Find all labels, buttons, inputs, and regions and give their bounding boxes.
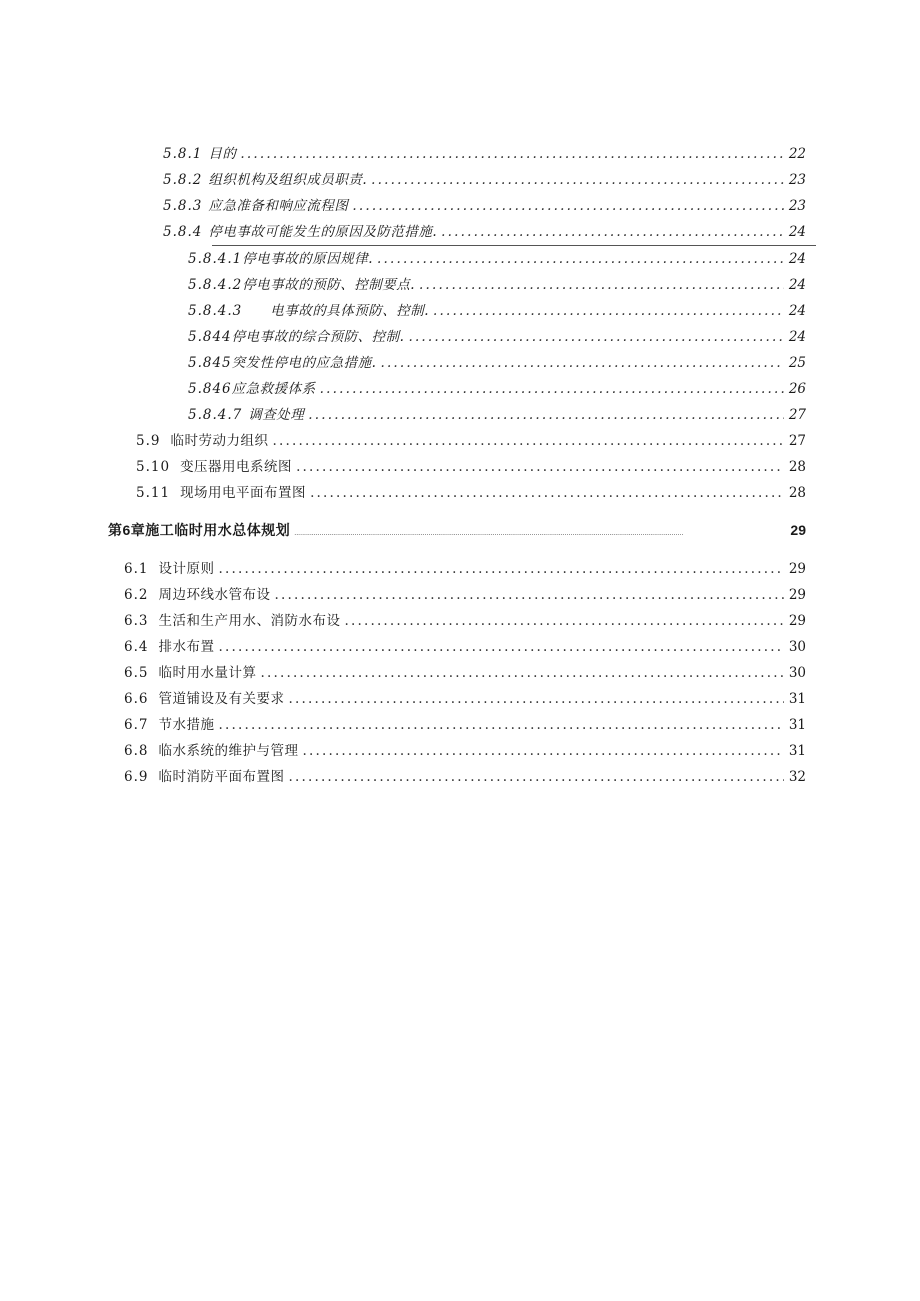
toc-entry-page: 26 (788, 381, 806, 397)
toc-entry-6-7[interactable] (124, 713, 806, 735)
toc-entry-number: 6.6 (124, 691, 149, 707)
dot-leader (294, 530, 784, 537)
toc-entry-page: 24 (788, 277, 806, 293)
dot-leader (240, 146, 784, 162)
toc-entry-number: 5.8.3 (163, 198, 203, 214)
toc-entry-page: 29 (788, 561, 806, 577)
toc-entry-title: 停电事故的预防、控制要点. (242, 277, 416, 293)
toc-entry-5-8-4-7[interactable] (188, 403, 806, 425)
dot-leader (441, 224, 784, 240)
toc-entry-page: 31 (788, 743, 806, 759)
toc-entry-page: 32 (788, 769, 806, 785)
toc-chapter-title: 第6章施工临时用水总体规划 (108, 522, 291, 538)
dot-leader (352, 198, 784, 214)
dot-leader (344, 613, 784, 629)
toc-entry-number: 5.8.4.7 (188, 407, 243, 423)
toc-entry-title: 停电事故可能发生的原因及防范措施. (208, 224, 438, 240)
toc-entry-6-8[interactable] (124, 739, 806, 761)
toc-entry-6-4[interactable] (124, 635, 806, 657)
toc-entry-number: 5.11 (136, 485, 171, 501)
toc-entry-6-6[interactable] (124, 687, 806, 709)
dot-leader (274, 587, 784, 603)
toc-entry-6-2[interactable] (124, 583, 806, 605)
dot-leader (260, 665, 784, 681)
dot-leader (218, 717, 784, 733)
toc-entry-title: 变压器用电系统图 (180, 459, 293, 475)
toc-entry-page: 23 (788, 198, 806, 214)
dot-leader (320, 381, 784, 397)
toc-entry-number: 6.8 (124, 743, 149, 759)
toc-entry-number: 5.845 (188, 355, 232, 371)
toc-entry-number: 5.8.4 (163, 224, 203, 240)
toc-entry-page: 22 (788, 146, 806, 162)
toc-entry-5-8-4-6[interactable] (188, 377, 806, 399)
toc-entry-page: 30 (788, 665, 806, 681)
toc-entry-number: 5.10 (136, 459, 171, 475)
toc-entry-5-8-4-3[interactable] (188, 299, 806, 321)
toc-entry-number: 5.9 (136, 433, 161, 449)
toc-entry-number: 5.8.4.2 (188, 277, 243, 293)
dot-leader (433, 303, 784, 319)
toc-entry-5-8-4-2[interactable] (188, 273, 806, 295)
toc-entry-title: 设计原则 (158, 561, 215, 577)
toc-entry-title: 电事故的具体预防、控制. (270, 303, 430, 319)
dot-leader (419, 277, 784, 293)
dot-leader (218, 561, 784, 577)
toc-entry-title: 排水布置 (158, 639, 215, 655)
toc-entry-title: 停电事故的原因规律. (242, 251, 374, 267)
section-divider (212, 245, 816, 246)
toc-entry-6-5[interactable] (124, 661, 806, 683)
dot-leader (377, 251, 784, 267)
dot-leader (408, 329, 784, 345)
toc-entry-5-8-2[interactable] (163, 168, 806, 190)
toc-entry-page: 29 (788, 587, 806, 603)
toc-entry-5-8-4-4[interactable] (188, 325, 806, 347)
toc-entry-page: 28 (788, 485, 806, 501)
toc-entry-title: 节水措施 (158, 717, 215, 733)
toc-entry-title: 周边环线水管布设 (158, 587, 271, 603)
toc-entry-title: 生活和生产用水、消防水布设 (158, 613, 341, 629)
toc-chapter-6[interactable] (108, 520, 806, 542)
toc-entry-page: 27 (788, 407, 806, 423)
toc-entry-number: 5.844 (188, 329, 232, 345)
dot-leader (371, 172, 784, 188)
toc-entry-5-8-3[interactable] (163, 194, 806, 216)
dot-leader (288, 691, 784, 707)
toc-entry-page: 24 (788, 224, 806, 240)
dot-leader (308, 407, 784, 423)
toc-entry-5-8-4[interactable] (163, 220, 806, 242)
toc-entry-title: 目的 (208, 146, 237, 162)
toc-entry-page: 29 (788, 613, 806, 629)
toc-entry-number: 6.3 (124, 613, 149, 629)
toc-entry-6-3[interactable] (124, 609, 806, 631)
dot-leader (272, 433, 784, 449)
toc-entry-6-1[interactable] (124, 557, 806, 579)
toc-entry-page: 30 (788, 639, 806, 655)
toc-entry-page: 24 (788, 329, 806, 345)
toc-entry-5-8-4-1[interactable] (188, 247, 806, 269)
toc-entry-number: 6.7 (124, 717, 149, 733)
toc-entry-number: 6.2 (124, 587, 149, 603)
toc-entry-title: 突发性停电的应急措施. (231, 355, 377, 371)
toc-entry-title: 现场用电平面布置图 (180, 485, 307, 501)
toc-entry-title: 应急准备和响应流程图 (208, 198, 349, 214)
toc-entry-title: 临时消防平面布置图 (158, 769, 285, 785)
toc-chapter-page: 29 (790, 522, 806, 538)
toc-entry-page: 25 (788, 355, 806, 371)
toc-entry-title: 临时劳动力组织 (170, 433, 269, 449)
toc-entry-page: 31 (788, 717, 806, 733)
toc-entry-page: 31 (788, 691, 806, 707)
toc-entry-page: 24 (788, 251, 806, 267)
toc-entry-number: 6.9 (124, 769, 149, 785)
toc-entry-5-8-4-5[interactable] (188, 351, 806, 373)
dot-leader (380, 355, 784, 371)
toc-entry-title: 停电事故的综合预防、控制. (231, 329, 405, 345)
toc-entry-5-11[interactable] (136, 481, 806, 503)
dot-leader (218, 639, 784, 655)
toc-entry-number: 5.8.2 (163, 172, 203, 188)
dot-leader (310, 485, 784, 501)
toc-entry-page: 23 (788, 172, 806, 188)
toc-entry-page: 28 (788, 459, 806, 475)
dot-leader (288, 769, 784, 785)
toc-entry-6-9[interactable] (124, 765, 806, 787)
toc-entry-page: 24 (788, 303, 806, 319)
toc-entry-title: 临水系统的维护与管理 (158, 743, 299, 759)
toc-entry-number: 6.1 (124, 561, 149, 577)
toc-entry-number: 6.4 (124, 639, 149, 655)
toc-entry-title: 临时用水量计算 (158, 665, 257, 681)
toc-entry-number: 5.8.1 (163, 146, 203, 162)
toc-entry-5-8-1[interactable] (163, 142, 806, 164)
toc-entry-5-9[interactable] (136, 429, 806, 451)
toc-entry-5-10[interactable] (136, 455, 806, 477)
toc-entry-number: 5.8.4.3 (188, 303, 243, 319)
toc-entry-number: 5.8.4.1 (188, 251, 243, 267)
dot-leader (302, 743, 784, 759)
toc-entry-title: 应急救援体系 (231, 381, 316, 397)
toc-entry-number: 6.5 (124, 665, 149, 681)
dot-leader (296, 459, 784, 475)
toc-entry-page: 27 (788, 433, 806, 449)
toc-entry-title: 管道铺设及有关要求 (158, 691, 285, 707)
toc-entry-title: 组织机构及组织成员职责. (208, 172, 368, 188)
toc-entry-title: 调查处理 (248, 407, 305, 423)
toc-entry-number: 5.846 (188, 381, 232, 397)
